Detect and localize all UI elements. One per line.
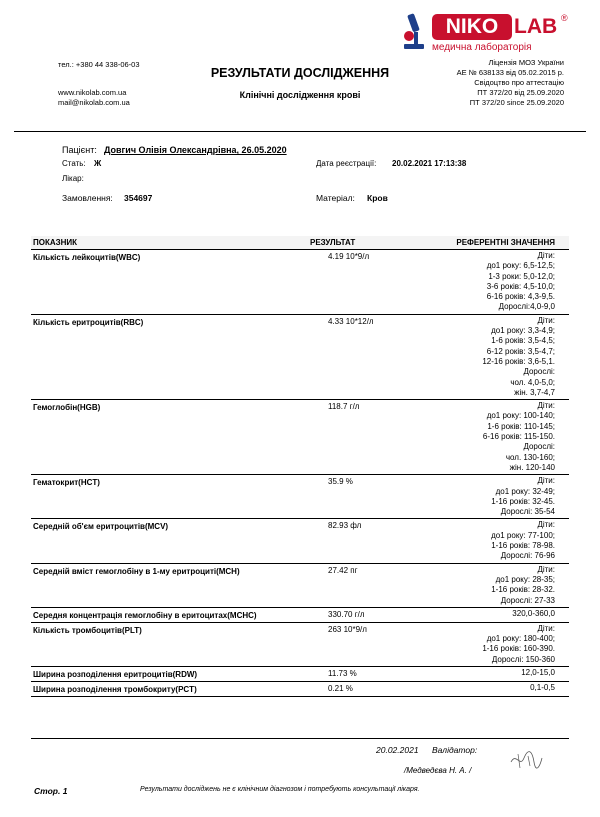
material-label: Матеріал:	[316, 193, 355, 203]
reference-values	[430, 400, 569, 475]
result-value: 118.7 г/л	[310, 400, 430, 475]
col-header-result: РЕЗУЛЬТАТ	[310, 236, 430, 250]
table-row	[31, 314, 569, 399]
license-block	[404, 58, 564, 108]
page-subtitle: Клінічні дослідження крові	[239, 90, 361, 100]
logo-niko: NIKO	[432, 14, 512, 40]
table-row	[31, 563, 569, 607]
reference-line: до1 року: 6,5-12,5;	[486, 261, 555, 271]
reference-line: Дорослі: 27-33	[500, 595, 555, 605]
result-value: 11.73 %	[310, 666, 430, 681]
reference-values	[430, 666, 569, 681]
col-header-reference: РЕФЕРЕНТНІ ЗНАЧЕННЯ	[430, 236, 569, 250]
indicator-name: Середня концентрація гемоглобіну в еритоцитах(MCHC)	[31, 607, 310, 622]
reference-line: до1 року: 32-49;	[495, 486, 555, 496]
reference-line: 1-6 років: 3,5-4,5;	[491, 336, 555, 346]
validator-name: /Медведєва Н. А. /	[404, 766, 472, 775]
indicator-name: Середній вміст гемоглобіну в 1-му еритроциті(MCH)	[31, 563, 310, 607]
indicator-name: Ширина розподілення еритроцитів(RDW)	[31, 666, 310, 681]
reference-values	[430, 563, 569, 607]
table-header-row	[31, 236, 569, 250]
header-divider	[14, 131, 586, 132]
indicator-name: Кількість еритроцитів(RBC)	[31, 314, 310, 399]
result-value: 330.70 г/л	[310, 607, 430, 622]
reference-line: Дорослі: 35-54	[500, 507, 555, 517]
reference-line: Діти:	[537, 520, 555, 530]
reference-line: жін. 3,7-4,7	[514, 387, 555, 397]
result-value: 0.21 %	[310, 681, 430, 696]
logo-lab: LAB	[514, 15, 558, 38]
reference-line: до1 року: 3,3-4,9;	[491, 326, 555, 336]
doctor-label: Лікар:	[62, 174, 84, 183]
result-value: 4.19 10*9/л	[310, 250, 430, 315]
table-row	[31, 250, 569, 315]
table-row	[31, 607, 569, 622]
reference-line: Діти:	[537, 401, 555, 411]
license-line: АЕ № 638133 від 05.02.2015 р.	[456, 68, 564, 77]
table-row	[31, 666, 569, 681]
reference-line: 1-16 років: 160-390.	[482, 644, 555, 654]
validator-label: Валідатор:	[432, 745, 478, 755]
reference-values	[430, 475, 569, 519]
reference-line: 3-6 років: 4,5-10,0;	[486, 281, 555, 291]
table-row	[31, 681, 569, 696]
license-line: ПТ 372/20 since 25.09.2020	[469, 98, 564, 107]
table-row	[31, 400, 569, 475]
logo-tagline: медична лабораторія	[432, 42, 532, 53]
reference-line: Дорослі:	[523, 442, 555, 452]
reg-date-label: Дата реєстрації:	[316, 159, 377, 168]
indicator-name: Кількість лейкоцитів(WBC)	[31, 250, 310, 315]
reference-line: Діти:	[537, 315, 555, 325]
reference-line: 12-16 років: 3,6-5,1.	[482, 356, 555, 366]
reference-line: до1 року: 180-400;	[486, 634, 555, 644]
reference-line: 1-16 років: 78-98.	[491, 541, 555, 551]
reference-line: 12,0-15,0	[521, 667, 555, 677]
reference-values	[430, 622, 569, 666]
reference-values	[430, 681, 569, 696]
page-title: РЕЗУЛЬТАТИ ДОСЛІДЖЕННЯ	[210, 66, 390, 80]
reference-line: Дорослі:4,0-9,0	[498, 302, 555, 312]
disclaimer: Результати досліджень не є клінічним діагнозом і потребують консультації лікаря.	[140, 786, 420, 793]
footer-date: 20.02.2021	[376, 745, 419, 755]
results-table	[31, 236, 569, 697]
sex-value: Ж	[94, 159, 102, 168]
indicator-name: Ширина розподілення тромбокриту(PCT)	[31, 681, 310, 696]
reference-line: Дорослі: 76-96	[500, 551, 555, 561]
page-number: Стор. 1	[34, 786, 68, 796]
reference-line: до1 року: 77-100;	[491, 530, 555, 540]
logo-registered: ®	[561, 13, 568, 23]
reg-date-value: 20.02.2021 17:13:38	[392, 159, 467, 168]
reference-line: до1 року: 100-140;	[486, 411, 555, 421]
reference-line: чол. 4,0-5,0;	[510, 377, 555, 387]
order-number: 354697	[124, 193, 153, 203]
indicator-name: Середній об'єм еритроцитів(MCV)	[31, 519, 310, 563]
microscope-icon	[400, 12, 430, 56]
reference-line: 320,0-360,0	[512, 608, 555, 618]
reference-line: Діти:	[537, 564, 555, 574]
indicator-name: Гематокрит(HCT)	[31, 475, 310, 519]
result-value: 82.93 фл	[310, 519, 430, 563]
reference-values	[430, 519, 569, 563]
reference-line: 0,1-0,5	[530, 682, 555, 692]
patient-label: Пацієнт:	[62, 145, 97, 155]
license-line: Свідоцтво про аттестацію	[474, 78, 564, 87]
reference-line: Діти:	[537, 476, 555, 486]
indicator-name: Кількість тромбоцитів(PLT)	[31, 622, 310, 666]
reference-line: чол. 130-160;	[505, 452, 555, 462]
license-line: ПТ 372/20 від 25.09.2020	[477, 88, 564, 97]
reference-line: Дорослі:	[523, 367, 555, 377]
reference-line: 6-16 років: 115-150.	[482, 432, 555, 442]
table-row	[31, 622, 569, 666]
email[interactable]: mail@nikolab.com.ua	[58, 98, 130, 107]
reference-line: Діти:	[537, 251, 555, 260]
reference-line: 1-16 років: 28-32.	[491, 585, 555, 595]
result-value: 35.9 %	[310, 475, 430, 519]
website[interactable]: www.nikolab.com.ua	[58, 88, 127, 97]
reference-line: 6-16 років: 4,3-9,5.	[486, 292, 555, 302]
reference-line: до1 року: 28-35;	[495, 574, 555, 584]
reference-line: Дорослі: 150-360	[491, 654, 555, 664]
phone: тел.: +380 44 338-06-03	[58, 60, 140, 69]
table-bottom-line	[31, 738, 569, 739]
patient-name: Довгич Олівія Олександрівна, 26.05.2020	[104, 145, 287, 155]
reference-line: 6-12 років: 3,5-4,7;	[486, 346, 555, 356]
license-line: Ліцензія МОЗ України	[488, 58, 564, 67]
indicator-name: Гемоглобін(HGB)	[31, 400, 310, 475]
reference-line: 1-3 роки: 5,0-12,0;	[488, 271, 555, 281]
order-label: Замовлення:	[62, 193, 113, 203]
validator-signature	[508, 748, 544, 772]
table-row	[31, 475, 569, 519]
result-value: 27.42 пг	[310, 563, 430, 607]
result-value: 4.33 10*12/л	[310, 314, 430, 399]
reference-line: жін. 120-140	[509, 462, 555, 472]
reference-values	[430, 250, 569, 315]
reference-values	[430, 607, 569, 622]
reference-line: 1-16 років: 32-45.	[491, 496, 555, 506]
table-row	[31, 519, 569, 563]
material-value: Кров	[367, 193, 388, 203]
result-value: 263 10*9/л	[310, 622, 430, 666]
sex-label: Стать:	[62, 159, 86, 168]
reference-line: Діти:	[537, 623, 555, 633]
reference-values	[430, 314, 569, 399]
col-header-indicator: ПОКАЗНИК	[31, 236, 310, 250]
reference-line: 1-6 років: 110-145;	[487, 421, 555, 431]
